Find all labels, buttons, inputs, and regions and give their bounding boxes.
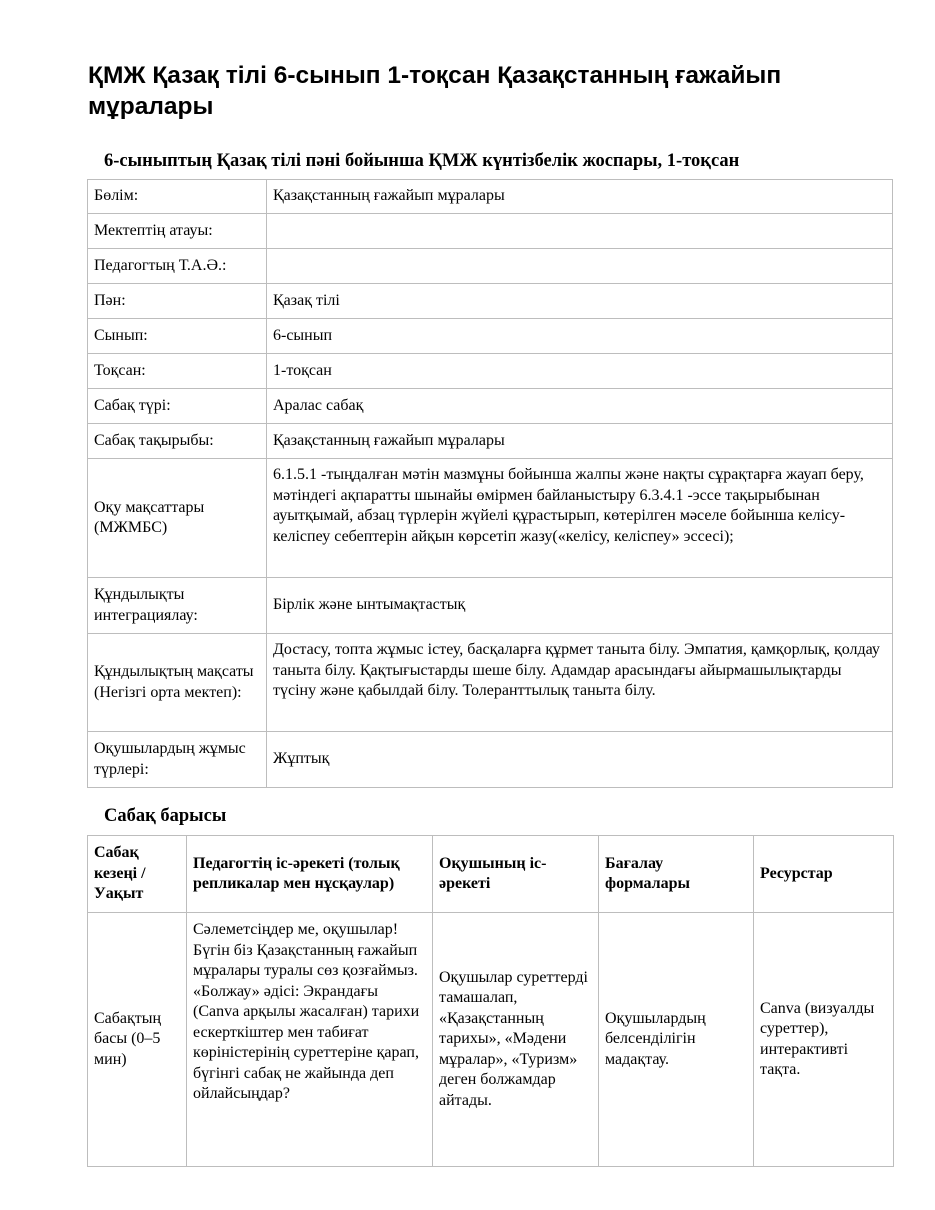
- table-row: [88, 634, 893, 732]
- lesson-progress-table: [87, 835, 894, 1167]
- stage-cell: Сабақтың басы (0–5 мин): [88, 913, 187, 1167]
- info-label-cell: Мектептің атауы:: [88, 214, 267, 249]
- teacher-activity-cell: Сәлеметсіңдер ме, оқушылар! Бүгін біз Қазақстанның ғажайып мұралары туралы сөз қозғаймыз. «Болжау» әдісі: Экрандағы (Canva арқылы жасалған) тарихи ескерткіштер мен табиғат көріністерінің суреттеріне қарап, бүгінгі сабақ не жайында деп ойлайсыңдар?: [187, 913, 433, 1167]
- resources-cell: Canva (визуалды суреттер), интерактивті тақта.: [754, 913, 894, 1167]
- info-label-cell: Құндылықтың мақсаты (Негізгі орта мектеп):: [88, 634, 267, 732]
- lesson-table-header-row: [88, 836, 894, 913]
- info-value-cell: 1-тоқсан: [267, 354, 893, 389]
- info-value-cell: Жұптық: [267, 732, 893, 788]
- info-label-cell: Сабақ түрі:: [88, 389, 267, 424]
- table-row: [88, 284, 893, 319]
- table-row: [88, 180, 893, 214]
- table-row: [88, 249, 893, 284]
- info-label-cell: Оқушылардың жұмыс түрлері:: [88, 732, 267, 788]
- info-label-cell: Оқу мақсаттары (МЖМБС): [88, 459, 267, 578]
- table-row: [88, 319, 893, 354]
- table-row: [88, 424, 893, 459]
- document-title: ҚМЖ Қазақ тілі 6-сынып 1-тоқсан Қазақстанның ғажайып мұралары: [88, 62, 782, 120]
- lesson-info-table: [87, 179, 893, 788]
- info-value-cell: Достасу, топта жұмыс істеу, басқаларға құрмет таныта білу. Эмпатия, қамқорлық, қолдау таныта білу. Қақтығыстарды шеше білу. Адамдар арасындағы айырмашылықтарды түсіну және қабылдай білу. Толеранттылық таныта білу.: [267, 634, 893, 732]
- info-label-cell: Құндылықты интеграциялау:: [88, 578, 267, 634]
- column-header-student: Оқушының іс-әрекеті: [433, 836, 599, 913]
- info-label-cell: Сынып:: [88, 319, 267, 354]
- student-activity-cell: Оқушылар суреттерді тамашалап, «Қазақстанның тарихы», «Мәдени мұралар», «Туризм» деген болжамдар айтады.: [433, 913, 599, 1167]
- info-value-cell: Бірлік және ынтымақтастық: [267, 578, 893, 634]
- info-value-cell: Қазақ тілі: [267, 284, 893, 319]
- info-value-cell: Аралас сабақ: [267, 389, 893, 424]
- column-header-teacher: Педагогтің іс-әрекеті (толық репликалар мен нұсқаулар): [187, 836, 433, 913]
- column-header-resources: Ресурстар: [754, 836, 894, 913]
- assessment-cell: Оқушылардың белсенділігін мадақтау.: [599, 913, 754, 1167]
- column-header-stage: Сабақ кезеңі / Уақыт: [88, 836, 187, 913]
- table-row: [88, 578, 893, 634]
- info-label-cell: Сабақ тақырыбы:: [88, 424, 267, 459]
- info-label-cell: Тоқсан:: [88, 354, 267, 389]
- info-label-cell: Педагогтың Т.А.Ә.:: [88, 249, 267, 284]
- lesson-progress-heading: Сабақ барысы: [104, 806, 227, 826]
- info-value-cell: Қазақстанның ғажайып мұралары: [267, 180, 893, 214]
- table-row: [88, 459, 893, 578]
- table-row: [88, 913, 894, 1167]
- column-header-assessment: Бағалау формалары: [599, 836, 754, 913]
- table-row: [88, 732, 893, 788]
- info-value-cell: [267, 214, 893, 249]
- info-label-cell: Пән:: [88, 284, 267, 319]
- info-value-cell: [267, 249, 893, 284]
- table-row: [88, 354, 893, 389]
- table-row: [88, 214, 893, 249]
- info-value-cell: Қазақстанның ғажайып мұралары: [267, 424, 893, 459]
- info-value-cell: 6.1.5.1 -тыңдалған мәтін мазмұны бойынша жалпы және нақты сұрақтарға жауап беру, мәтіндегі ақпаратты шынайы өмірмен байланыстыру 6.3.4.1 -эссе тақырыбынан ауытқымай, абзац түрлерін жүйелі құрастырып, көтерілген мәселе бойынша келісу-келіспеу себептерін айқын көрсетіп жазу(«келісу, келіспеу» эссесі);: [267, 459, 893, 578]
- info-value-cell: 6-сынып: [267, 319, 893, 354]
- table-row: [88, 389, 893, 424]
- info-label-cell: Бөлім:: [88, 180, 267, 214]
- plan-heading: 6-сыныптың Қазақ тілі пәні бойынша ҚМЖ күнтізбелік жоспары, 1-тоқсан: [104, 151, 740, 171]
